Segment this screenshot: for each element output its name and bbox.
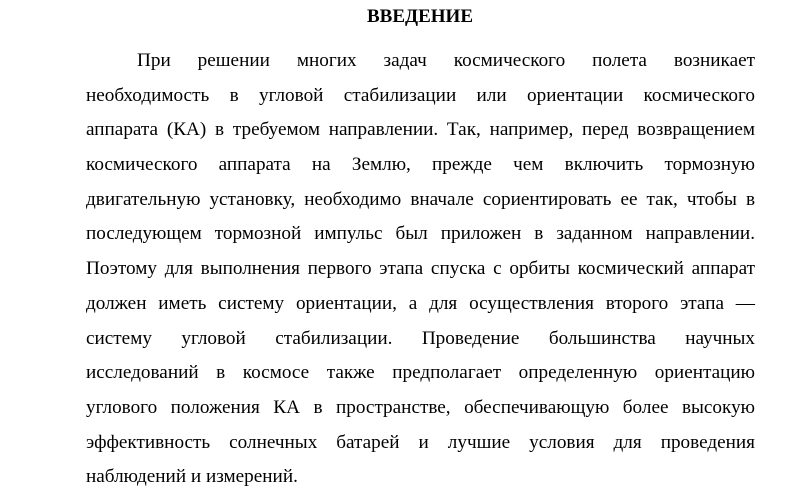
paragraph-line: При решении многих задач космического полета возникает bbox=[137, 50, 755, 71]
paragraph-line: углового положения КА в пространстве, обеспечивающую более высокую bbox=[86, 396, 755, 418]
paragraph-line: Поэтому для выполнения первого этапа спуска с орбиты космический аппарат bbox=[86, 258, 755, 280]
paragraph-line: должен иметь систему ориентации, а для осуществления второго этапа — bbox=[86, 292, 755, 314]
paragraph-line: исследований в космосе также предполагает определенную ориентацию bbox=[86, 362, 755, 384]
paragraph-line: систему угловой стабилизации. Проведение большинства научных bbox=[86, 327, 755, 349]
paragraph-line: космического аппарата на Землю, прежде чем включить тормозную bbox=[86, 154, 755, 176]
paragraph-line: аппарата (КА) в требуемом направлении. Так, например, перед возвращением bbox=[86, 119, 755, 141]
paragraph-line: наблюдений и измерений. bbox=[86, 466, 298, 488]
paragraph-line: необходимость в угловой стабилизации или ориентации космического bbox=[86, 84, 755, 106]
paragraph-line: двигательную установку, необходимо вначале сориентировать ее так, чтобы в bbox=[86, 188, 755, 210]
introduction-paragraph bbox=[86, 44, 755, 495]
paragraph-line: последующем тормозной импульс был приложен в заданном направлении. bbox=[86, 223, 755, 245]
section-heading: ВВЕДЕНИЕ bbox=[367, 6, 473, 27]
paragraph-line: эффективность солнечных батарей и лучшие условия для проведения bbox=[86, 431, 755, 453]
